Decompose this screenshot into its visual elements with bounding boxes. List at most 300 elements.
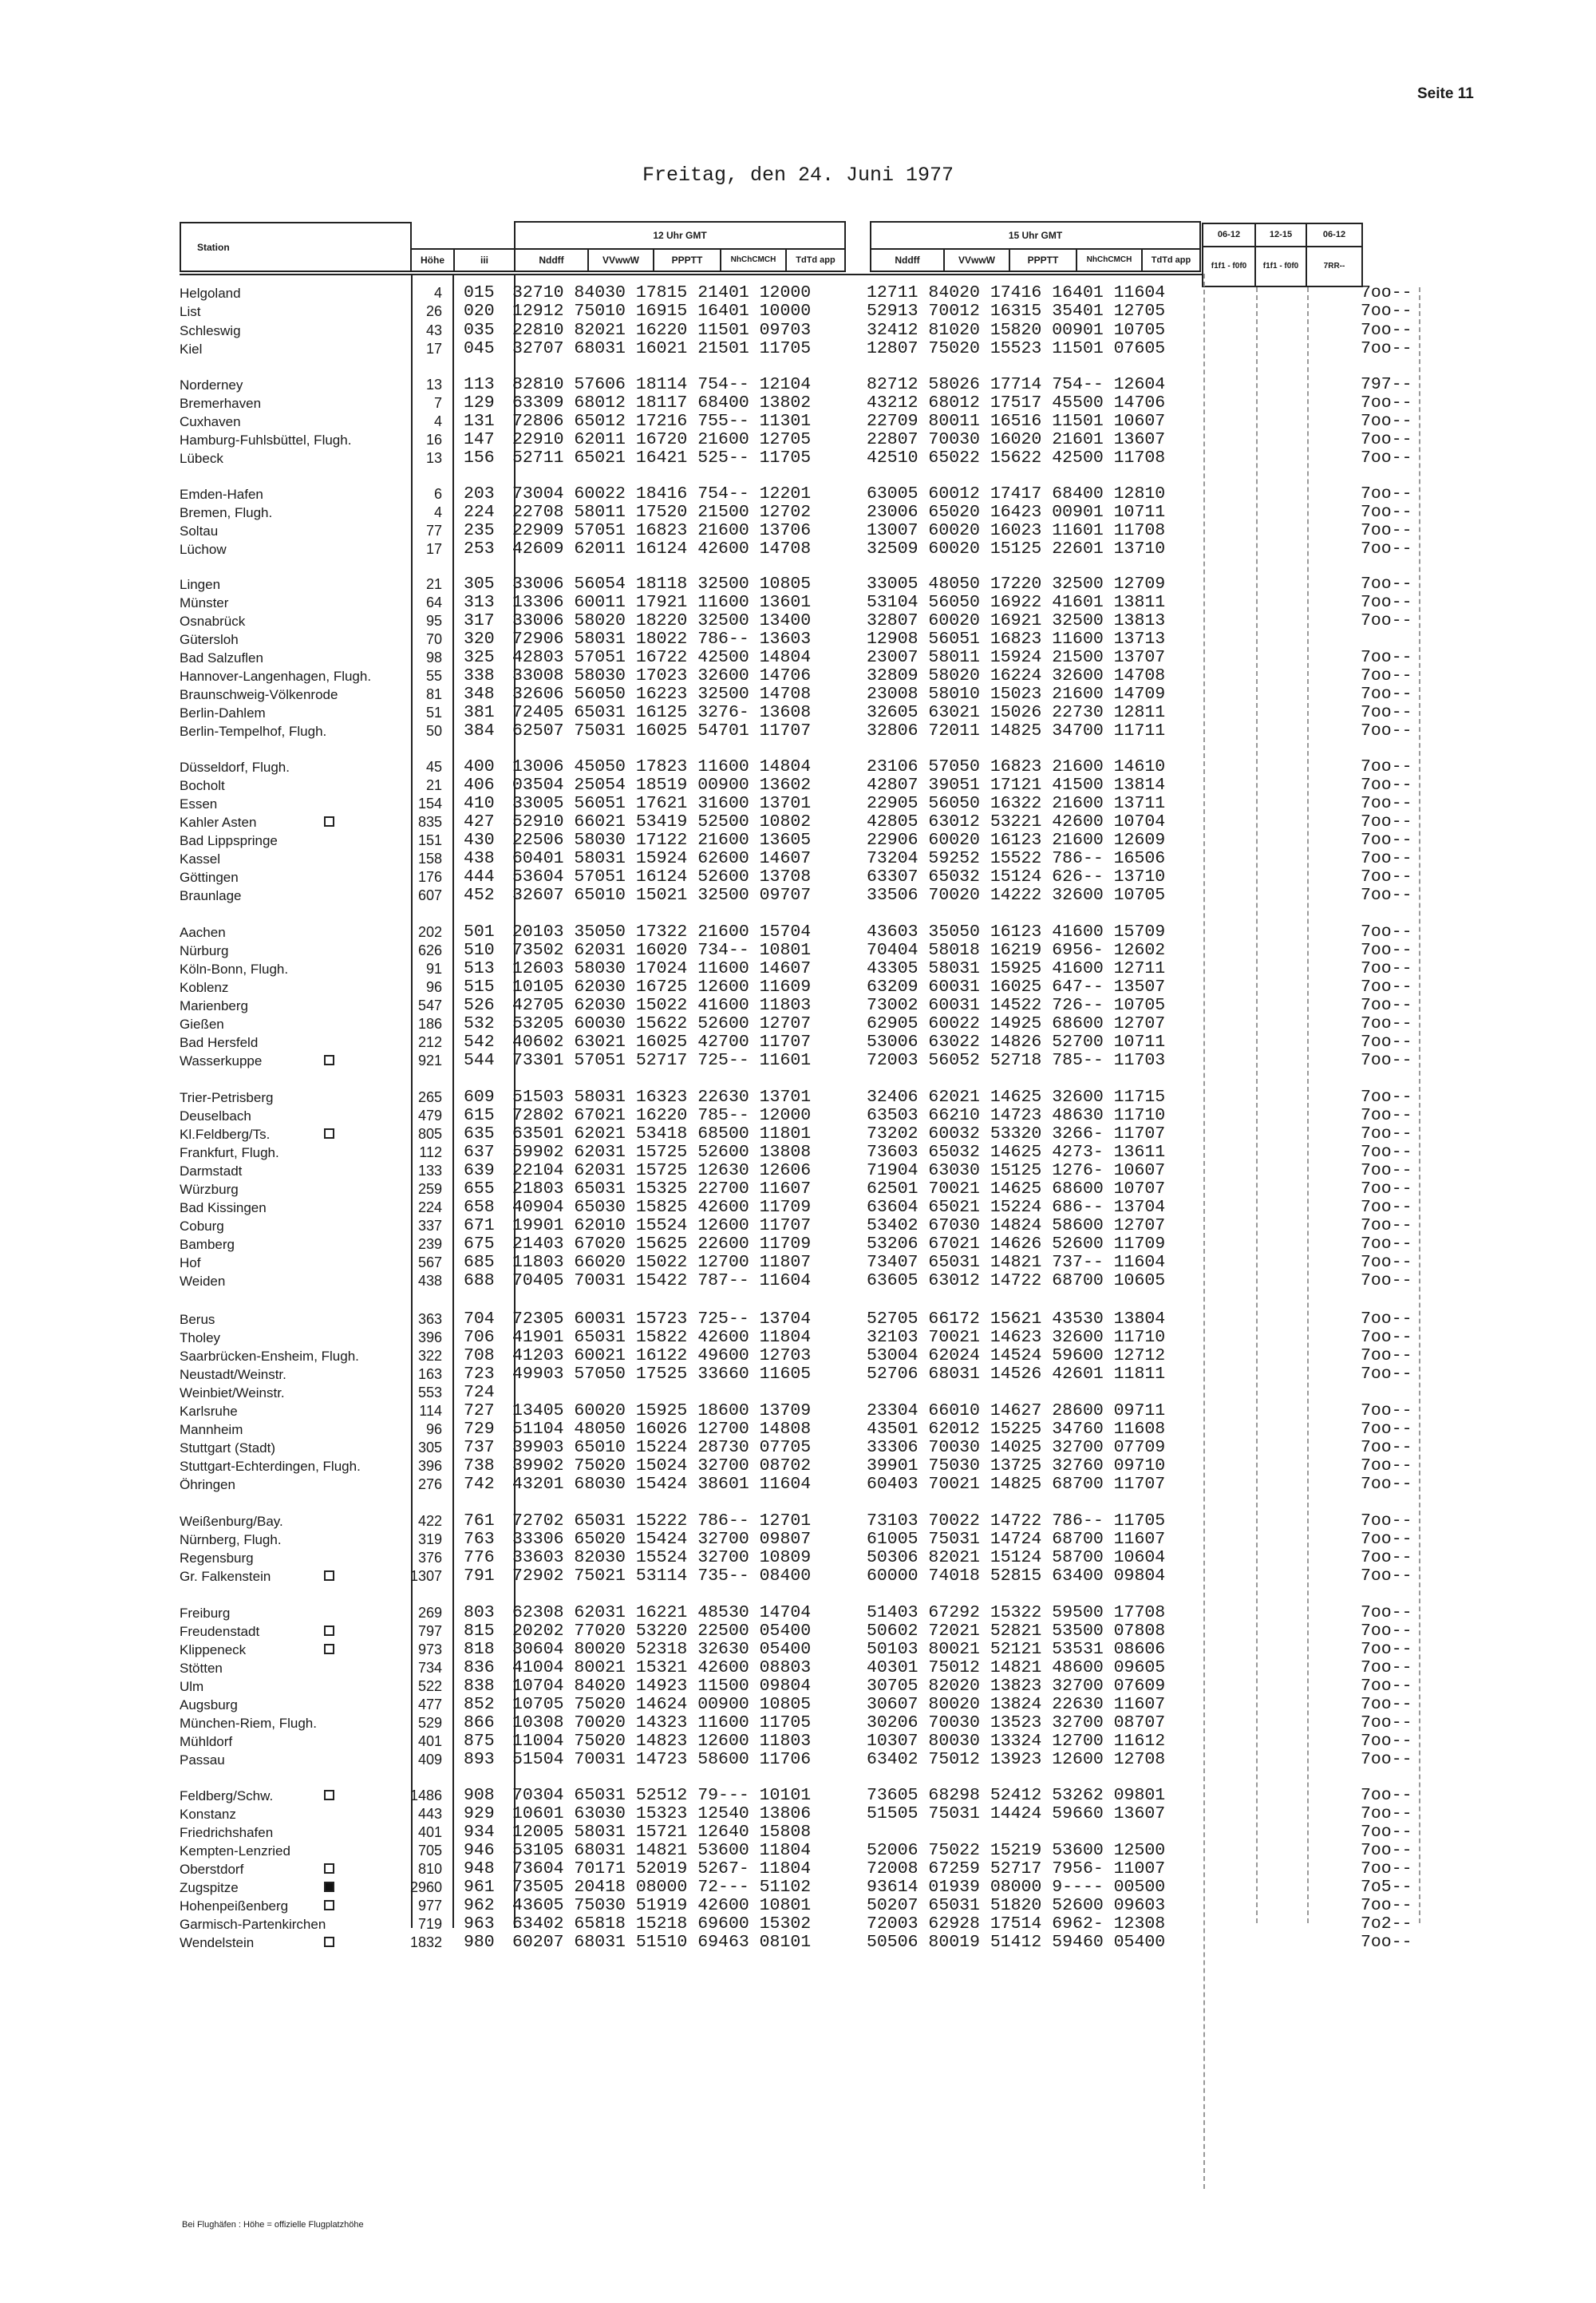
- height-value: 114: [419, 1403, 442, 1419]
- station-name: Bamberg: [180, 1237, 235, 1252]
- station-name: Bad Hersfeld: [180, 1035, 259, 1050]
- rain-group: 7oo--: [1361, 1271, 1412, 1290]
- station-index: 406: [464, 776, 495, 795]
- table-row: [0, 1878, 1596, 1897]
- height-value: 13: [425, 450, 442, 466]
- station-name: Saarbrücken-Ensheim, Flugh.: [180, 1349, 359, 1364]
- header-15-col-5: TdTd app: [1141, 248, 1201, 272]
- station-name: Friedrichshafen: [180, 1825, 274, 1840]
- station-name: Deuselbach: [180, 1108, 251, 1124]
- station-index: 510: [464, 941, 495, 960]
- station-name: Köln-Bonn, Flugh.: [180, 962, 289, 977]
- obs-12-utc: 33008 58030 17023 32600 14706: [512, 666, 812, 685]
- station-name: Lingen: [180, 577, 221, 592]
- obs-15-utc: 73204 59252 15522 786-- 16506: [867, 849, 1166, 868]
- obs-15-utc: 43603 35050 16123 41600 15709: [867, 922, 1166, 942]
- station-index: 513: [464, 959, 495, 978]
- height-value: 477: [417, 1697, 442, 1712]
- table-row: [0, 1439, 1596, 1457]
- rain-group: 7oo--: [1361, 1179, 1412, 1199]
- rain-group: 7oo--: [1361, 1033, 1412, 1052]
- obs-12-utc: 59902 62031 15725 52600 13808: [512, 1143, 812, 1162]
- rain-group: 7oo--: [1361, 1933, 1412, 1952]
- height-value: 70: [425, 631, 442, 647]
- header-15-col-4: NhChCMCH: [1076, 248, 1143, 272]
- rain-group: 7oo--: [1361, 1346, 1412, 1365]
- station-index: 320: [464, 630, 495, 649]
- station-name: Koblenz: [180, 980, 229, 995]
- open-square-icon: [324, 1128, 334, 1139]
- table-row: [0, 594, 1596, 612]
- height-value: 13: [425, 377, 442, 393]
- station-index: 035: [464, 321, 495, 340]
- obs-12-utc: 33603 82030 15524 32700 10809: [512, 1548, 812, 1567]
- rain-group: 7oo--: [1361, 521, 1412, 540]
- station-index: 147: [464, 430, 495, 449]
- rain-group: 7oo--: [1361, 1713, 1412, 1732]
- open-square-icon: [324, 1937, 334, 1947]
- table-row: [0, 1457, 1596, 1475]
- header-15-title: 15 Uhr GMT: [870, 221, 1201, 250]
- station-name: Norderney: [180, 377, 243, 393]
- height-value: 973: [417, 1641, 442, 1657]
- station-index: 113: [464, 375, 495, 394]
- obs-12-utc: 62308 62031 16221 48530 14704: [512, 1603, 812, 1622]
- height-value: 186: [417, 1016, 442, 1032]
- table-row: [0, 485, 1596, 504]
- rain-group: 7oo--: [1361, 1566, 1412, 1586]
- station-index: 723: [464, 1365, 495, 1384]
- station-name: Ulm: [180, 1679, 204, 1694]
- table-row: [0, 1272, 1596, 1290]
- obs-15-utc: 42805 63012 53221 42600 10704: [867, 812, 1166, 832]
- obs-15-utc: 50506 80019 51412 59460 05400: [867, 1933, 1166, 1952]
- station-index: 980: [464, 1933, 495, 1952]
- height-value: 6: [433, 486, 442, 502]
- height-value: 396: [417, 1458, 442, 1474]
- station-index: 203: [464, 484, 495, 504]
- table-row: [0, 1823, 1596, 1842]
- height-value: 409: [417, 1752, 442, 1768]
- station-index: 325: [464, 648, 495, 667]
- height-value: 239: [417, 1236, 442, 1252]
- table-row: [0, 1696, 1596, 1714]
- station-name: Mannheim: [180, 1422, 243, 1437]
- obs-15-utc: 23008 58010 15023 21600 14709: [867, 685, 1166, 704]
- rain-group: 7oo--: [1361, 996, 1412, 1015]
- station-index: 836: [464, 1658, 495, 1677]
- height-value: 96: [425, 979, 442, 995]
- station-index: 639: [464, 1161, 495, 1180]
- table-row: [0, 960, 1596, 978]
- obs-12-utc: 51104 48050 16026 12700 14808: [512, 1420, 812, 1439]
- obs-15-utc: 53402 67030 14824 58600 12707: [867, 1216, 1166, 1235]
- height-value: 396: [417, 1329, 442, 1345]
- station-name: Frankfurt, Flugh.: [180, 1145, 279, 1160]
- station-index: 515: [464, 978, 495, 997]
- station-name: Wasserkuppe: [180, 1053, 263, 1069]
- rain-group: 7oo--: [1361, 776, 1412, 795]
- station-name: Nürnberg, Flugh.: [180, 1532, 282, 1547]
- table-row: [0, 376, 1596, 394]
- obs-12-utc: 72405 65031 16125 3276- 13608: [512, 703, 812, 722]
- obs-12-utc: 10704 84020 14923 11500 09804: [512, 1677, 812, 1696]
- station-name: Soltau: [180, 523, 219, 539]
- table-row: [0, 1402, 1596, 1420]
- station-index: 737: [464, 1438, 495, 1457]
- header-12-col-4: NhChCMCH: [720, 248, 787, 272]
- station-index: 742: [464, 1475, 495, 1494]
- height-value: 224: [417, 1199, 442, 1215]
- station-name: Oberstdorf: [180, 1862, 244, 1877]
- station-index: 400: [464, 757, 495, 776]
- rain-group: 7oo--: [1361, 1658, 1412, 1677]
- obs-12-utc: 22910 62011 16720 21600 12705: [512, 430, 812, 449]
- station-index: 893: [464, 1750, 495, 1769]
- obs-12-utc: 73604 70171 52019 5267- 11804: [512, 1859, 812, 1878]
- rain-group: 7oo--: [1361, 721, 1412, 741]
- obs-12-utc: 12603 58030 17024 11600 14607: [512, 959, 812, 978]
- table-row: [0, 1897, 1596, 1915]
- station-index: 313: [464, 593, 495, 612]
- station-name: Lüchow: [180, 542, 227, 557]
- obs-12-utc: 40602 63021 16025 42700 11707: [512, 1033, 812, 1052]
- obs-12-utc: 73004 60022 18416 754-- 12201: [512, 484, 812, 504]
- height-value: 91: [425, 961, 442, 977]
- obs-15-utc: 63503 66210 14723 48630 11710: [867, 1106, 1166, 1125]
- table-row: [0, 1144, 1596, 1162]
- station-index: 908: [464, 1786, 495, 1805]
- table-row: [0, 1860, 1596, 1878]
- station-index: 776: [464, 1548, 495, 1567]
- obs-15-utc: 61005 75031 14724 68700 11607: [867, 1530, 1166, 1549]
- station-name: Marienberg: [180, 998, 248, 1013]
- open-square-icon: [324, 816, 334, 827]
- obs-15-utc: 30607 80020 13824 22630 11607: [867, 1695, 1166, 1714]
- obs-12-utc: 22909 57051 16823 21600 13706: [512, 521, 812, 540]
- table-row: [0, 630, 1596, 649]
- table-row: [0, 1033, 1596, 1052]
- rain-group: 7oo--: [1361, 412, 1412, 431]
- obs-15-utc: 10307 80030 13324 12700 11612: [867, 1732, 1166, 1751]
- table-row: [0, 795, 1596, 813]
- obs-12-utc: 03504 25054 18519 00900 13602: [512, 776, 812, 795]
- height-value: 835: [417, 814, 442, 830]
- obs-12-utc: 72802 67021 16220 785-- 12000: [512, 1106, 812, 1125]
- obs-15-utc: 32806 72011 14825 34700 11711: [867, 721, 1166, 741]
- height-value: 1486: [409, 1787, 442, 1803]
- table-row: [0, 1934, 1596, 1952]
- station-name: Tholey: [180, 1330, 221, 1345]
- rain-group: 7oo--: [1361, 1401, 1412, 1420]
- station-name: Augsburg: [180, 1697, 238, 1712]
- station-index: 430: [464, 831, 495, 850]
- rain-group: 7oo--: [1361, 1622, 1412, 1641]
- table-row: [0, 1384, 1596, 1402]
- obs-12-utc: 60401 58031 15924 62600 14607: [512, 849, 812, 868]
- table-row: [0, 1622, 1596, 1641]
- header-12-col-3: PPPTT: [653, 248, 721, 272]
- obs-12-utc: 52910 66021 53419 52500 10802: [512, 812, 812, 832]
- page-number: Seite 11: [1417, 85, 1474, 102]
- height-value: 45: [425, 759, 442, 775]
- height-value: 26: [425, 303, 442, 319]
- obs-12-utc: 21403 67020 15625 22600 11709: [512, 1234, 812, 1254]
- header-c2-top: 12-15: [1254, 223, 1307, 247]
- obs-12-utc: 42609 62011 16124 42600 14708: [512, 539, 812, 559]
- rain-group: 7o5--: [1361, 1878, 1412, 1897]
- obs-12-utc: 11803 66020 15022 12700 11807: [512, 1253, 812, 1272]
- obs-12-utc: 72902 75021 53114 735-- 08400: [512, 1566, 812, 1586]
- height-value: 212: [417, 1034, 442, 1050]
- rain-group: 7oo--: [1361, 1438, 1412, 1457]
- station-index: 438: [464, 849, 495, 868]
- obs-15-utc: 73202 60032 53320 3266- 11707: [867, 1124, 1166, 1144]
- station-name: Coburg: [180, 1219, 224, 1234]
- obs-12-utc: 63309 68012 18117 68400 13802: [512, 393, 812, 413]
- height-value: 112: [419, 1144, 442, 1160]
- obs-12-utc: 52711 65021 16421 525-- 11705: [512, 448, 812, 468]
- table-row: [0, 1329, 1596, 1347]
- open-square-icon: [324, 1863, 334, 1874]
- table-row: [0, 1567, 1596, 1586]
- obs-12-utc: 41203 60021 16122 49600 12703: [512, 1346, 812, 1365]
- station-name: Berlin-Tempelhof, Flugh.: [180, 724, 327, 739]
- rain-group: 7oo--: [1361, 1786, 1412, 1805]
- station-index: 444: [464, 867, 495, 887]
- station-index: 542: [464, 1033, 495, 1052]
- obs-15-utc: 73605 68298 52412 53262 09801: [867, 1786, 1166, 1805]
- height-value: 21: [425, 777, 442, 793]
- table-row: [0, 575, 1596, 594]
- open-square-icon: [324, 1570, 334, 1581]
- rain-group: 7oo--: [1361, 302, 1412, 321]
- obs-15-utc: 40301 75012 14821 48600 09605: [867, 1658, 1166, 1677]
- station-index: 305: [464, 575, 495, 594]
- station-index: 609: [464, 1088, 495, 1107]
- obs-15-utc: 53006 63022 14826 52700 10711: [867, 1033, 1166, 1052]
- obs-15-utc: 30206 70030 13523 32700 08707: [867, 1713, 1166, 1732]
- rain-group: 7oo--: [1361, 1530, 1412, 1549]
- station-index: 727: [464, 1401, 495, 1420]
- obs-15-utc: 63604 65021 15224 686-- 13704: [867, 1198, 1166, 1217]
- page-title: Freitag, den 24. Juni 1977: [642, 164, 954, 187]
- table-row: [0, 813, 1596, 832]
- station-index: 452: [464, 886, 495, 905]
- height-value: 479: [417, 1108, 442, 1124]
- header-15-col-1: Nddff: [870, 248, 945, 272]
- obs-15-utc: 51505 75031 14424 59660 13607: [867, 1804, 1166, 1823]
- height-value: 17: [425, 341, 442, 357]
- obs-12-utc: 13006 45050 17823 11600 14804: [512, 757, 812, 776]
- height-value: 81: [425, 686, 442, 702]
- obs-15-utc: 32807 60020 16921 32500 13813: [867, 611, 1166, 630]
- table-row: [0, 504, 1596, 522]
- station-index: 410: [464, 794, 495, 813]
- height-value: 276: [417, 1476, 442, 1492]
- rain-group: 7oo--: [1361, 1677, 1412, 1696]
- rain-group: 7oo--: [1361, 1750, 1412, 1769]
- table-row: [0, 1052, 1596, 1070]
- station-index: 963: [464, 1914, 495, 1934]
- height-value: 95: [425, 613, 442, 629]
- obs-15-utc: 63402 75012 13923 12600 12708: [867, 1750, 1166, 1769]
- station-index: 875: [464, 1732, 495, 1751]
- station-name: Hohenpeißenberg: [180, 1898, 289, 1914]
- station-index: 045: [464, 339, 495, 358]
- station-name: Garmisch-Partenkirchen: [180, 1917, 326, 1932]
- rain-group: 7oo--: [1361, 1106, 1412, 1125]
- height-value: 133: [417, 1163, 442, 1179]
- station-index: 929: [464, 1804, 495, 1823]
- height-value: 163: [417, 1366, 442, 1382]
- station-name: Trier-Petrisberg: [180, 1090, 274, 1105]
- obs-15-utc: 43305 58031 15925 41600 12711: [867, 959, 1166, 978]
- table-row: [0, 1641, 1596, 1659]
- obs-12-utc: 70405 70031 15422 787-- 11604: [512, 1271, 812, 1290]
- height-value: 4: [433, 504, 442, 520]
- table-row: [0, 1842, 1596, 1860]
- obs-12-utc: 32710 84030 17815 21401 12000: [512, 283, 812, 302]
- height-value: 4: [433, 413, 442, 429]
- table-row: [0, 1531, 1596, 1549]
- table-row: [0, 1365, 1596, 1384]
- height-value: 719: [417, 1916, 442, 1932]
- station-name: Wendelstein: [180, 1935, 255, 1950]
- table-row: [0, 685, 1596, 704]
- station-index: 738: [464, 1456, 495, 1475]
- station-index: 803: [464, 1603, 495, 1622]
- rain-group: 7oo--: [1361, 849, 1412, 868]
- height-value: 16: [425, 432, 442, 448]
- station-name: Weiden: [180, 1274, 226, 1289]
- station-index: 015: [464, 283, 495, 302]
- obs-12-utc: 30604 80020 52318 32630 05400: [512, 1640, 812, 1659]
- height-value: 4: [433, 285, 442, 301]
- station-name: Kl.Feldberg/Ts.: [180, 1127, 271, 1142]
- station-index: 688: [464, 1271, 495, 1290]
- obs-12-utc: 10601 63030 15323 12540 13806: [512, 1804, 812, 1823]
- obs-12-utc: 72305 60031 15723 725-- 13704: [512, 1310, 812, 1329]
- rain-group: 7oo--: [1361, 1051, 1412, 1070]
- height-value: 64: [425, 595, 442, 610]
- rain-group: 7oo--: [1361, 1161, 1412, 1180]
- header-c2-sub-box: f1f1 - f0f0: [1254, 246, 1307, 287]
- station-name: Bocholt: [180, 778, 225, 793]
- rain-group: 7oo--: [1361, 1216, 1412, 1235]
- obs-12-utc: 11004 75020 14823 12600 11803: [512, 1732, 812, 1751]
- station-name: Hamburg-Fuhlsbüttel, Flugh.: [180, 433, 352, 448]
- station-name: Feldberg/Schw.: [180, 1788, 274, 1803]
- obs-15-utc: 62905 60022 14925 68600 12707: [867, 1014, 1166, 1033]
- obs-15-utc: 93614 01939 08000 9---- 00500: [867, 1878, 1166, 1897]
- obs-12-utc: 22810 82021 16220 11501 09703: [512, 321, 812, 340]
- station-name: Stuttgart-Echterdingen, Flugh.: [180, 1459, 361, 1474]
- station-name: Braunschweig-Völkenrode: [180, 687, 338, 702]
- obs-15-utc: 72003 62928 17514 6962- 12308: [867, 1914, 1166, 1934]
- table-row: [0, 1787, 1596, 1805]
- obs-15-utc: 32412 81020 15820 00901 10705: [867, 321, 1166, 340]
- table-row: [0, 1088, 1596, 1107]
- header-c1-sub: f1f1 - f0f0: [1202, 246, 1256, 287]
- header-bottom-rule: [180, 274, 1205, 275]
- rain-group: 7oo--: [1361, 685, 1412, 704]
- table-row: [0, 302, 1596, 321]
- station-name: Kiel: [180, 342, 203, 357]
- rain-group: 7oo--: [1361, 1511, 1412, 1531]
- height-value: 921: [417, 1053, 442, 1069]
- obs-12-utc: 10705 75020 14624 00900 10805: [512, 1695, 812, 1714]
- obs-15-utc: 32103 70021 14623 32600 11710: [867, 1328, 1166, 1347]
- obs-15-utc: 52913 70012 16315 35401 12705: [867, 302, 1166, 321]
- rain-group: 7oo--: [1361, 648, 1412, 667]
- table-row: [0, 704, 1596, 722]
- station-name: Nürburg: [180, 943, 229, 958]
- filled-square-icon: [324, 1882, 334, 1892]
- station-name: Passau: [180, 1752, 225, 1768]
- station-index: 838: [464, 1677, 495, 1696]
- height-value: 977: [417, 1898, 442, 1914]
- rain-group: 7oo--: [1361, 1603, 1412, 1622]
- table-row: [0, 612, 1596, 630]
- rain-group: 7oo--: [1361, 503, 1412, 522]
- rain-group: 7oo--: [1361, 1475, 1412, 1494]
- station-name: Neustadt/Weinstr.: [180, 1367, 286, 1382]
- station-index: 962: [464, 1896, 495, 1915]
- station-index: 637: [464, 1143, 495, 1162]
- station-index: 235: [464, 521, 495, 540]
- rain-group: 7oo--: [1361, 430, 1412, 449]
- rain-group: 7oo--: [1361, 831, 1412, 850]
- obs-15-utc: 60403 70021 14825 68700 11707: [867, 1475, 1166, 1494]
- obs-12-utc: 73502 62031 16020 734-- 10801: [512, 941, 812, 960]
- station-index: 224: [464, 503, 495, 522]
- obs-15-utc: 23006 65020 16423 00901 10711: [867, 503, 1166, 522]
- rain-group: 7oo--: [1361, 339, 1412, 358]
- rain-group: 7oo--: [1361, 448, 1412, 468]
- height-value: 1832: [409, 1934, 442, 1950]
- station-name: Emden-Hafen: [180, 487, 263, 502]
- obs-15-utc: 22905 56050 16322 21600 13711: [867, 794, 1166, 813]
- height-value: 77: [425, 523, 442, 539]
- table-row: [0, 1659, 1596, 1677]
- height-value: 438: [417, 1273, 442, 1289]
- station-index: 852: [464, 1695, 495, 1714]
- rain-group: 7oo--: [1361, 1896, 1412, 1915]
- obs-12-utc: 72702 65031 15222 786-- 12701: [512, 1511, 812, 1531]
- height-value: 158: [417, 851, 442, 867]
- station-name: Berus: [180, 1312, 215, 1327]
- obs-12-utc: 53604 57051 16124 52600 13708: [512, 867, 812, 887]
- obs-15-utc: 73603 65032 14625 4273- 13611: [867, 1143, 1166, 1162]
- obs-12-utc: 63501 62021 53418 68500 11801: [512, 1124, 812, 1144]
- header-c3-sub-box: 7RR--: [1306, 246, 1363, 287]
- rain-group: 7oo--: [1361, 1640, 1412, 1659]
- height-value: 422: [417, 1513, 442, 1529]
- table-row: [0, 1475, 1596, 1494]
- station-name: Bremen, Flugh.: [180, 505, 273, 520]
- obs-15-utc: 33005 48050 17220 32500 12709: [867, 575, 1166, 594]
- station-name: Hof: [180, 1255, 201, 1270]
- obs-12-utc: 19901 62010 15524 12600 11707: [512, 1216, 812, 1235]
- rain-group: 7oo--: [1361, 886, 1412, 905]
- header-c1-top: 06-12: [1202, 223, 1256, 247]
- table-row: [0, 340, 1596, 358]
- rain-group: 7oo--: [1361, 1310, 1412, 1329]
- table-row: [0, 1915, 1596, 1934]
- station-name: Helgoland: [180, 286, 241, 301]
- obs-15-utc: 42807 39051 17121 41500 13814: [867, 776, 1166, 795]
